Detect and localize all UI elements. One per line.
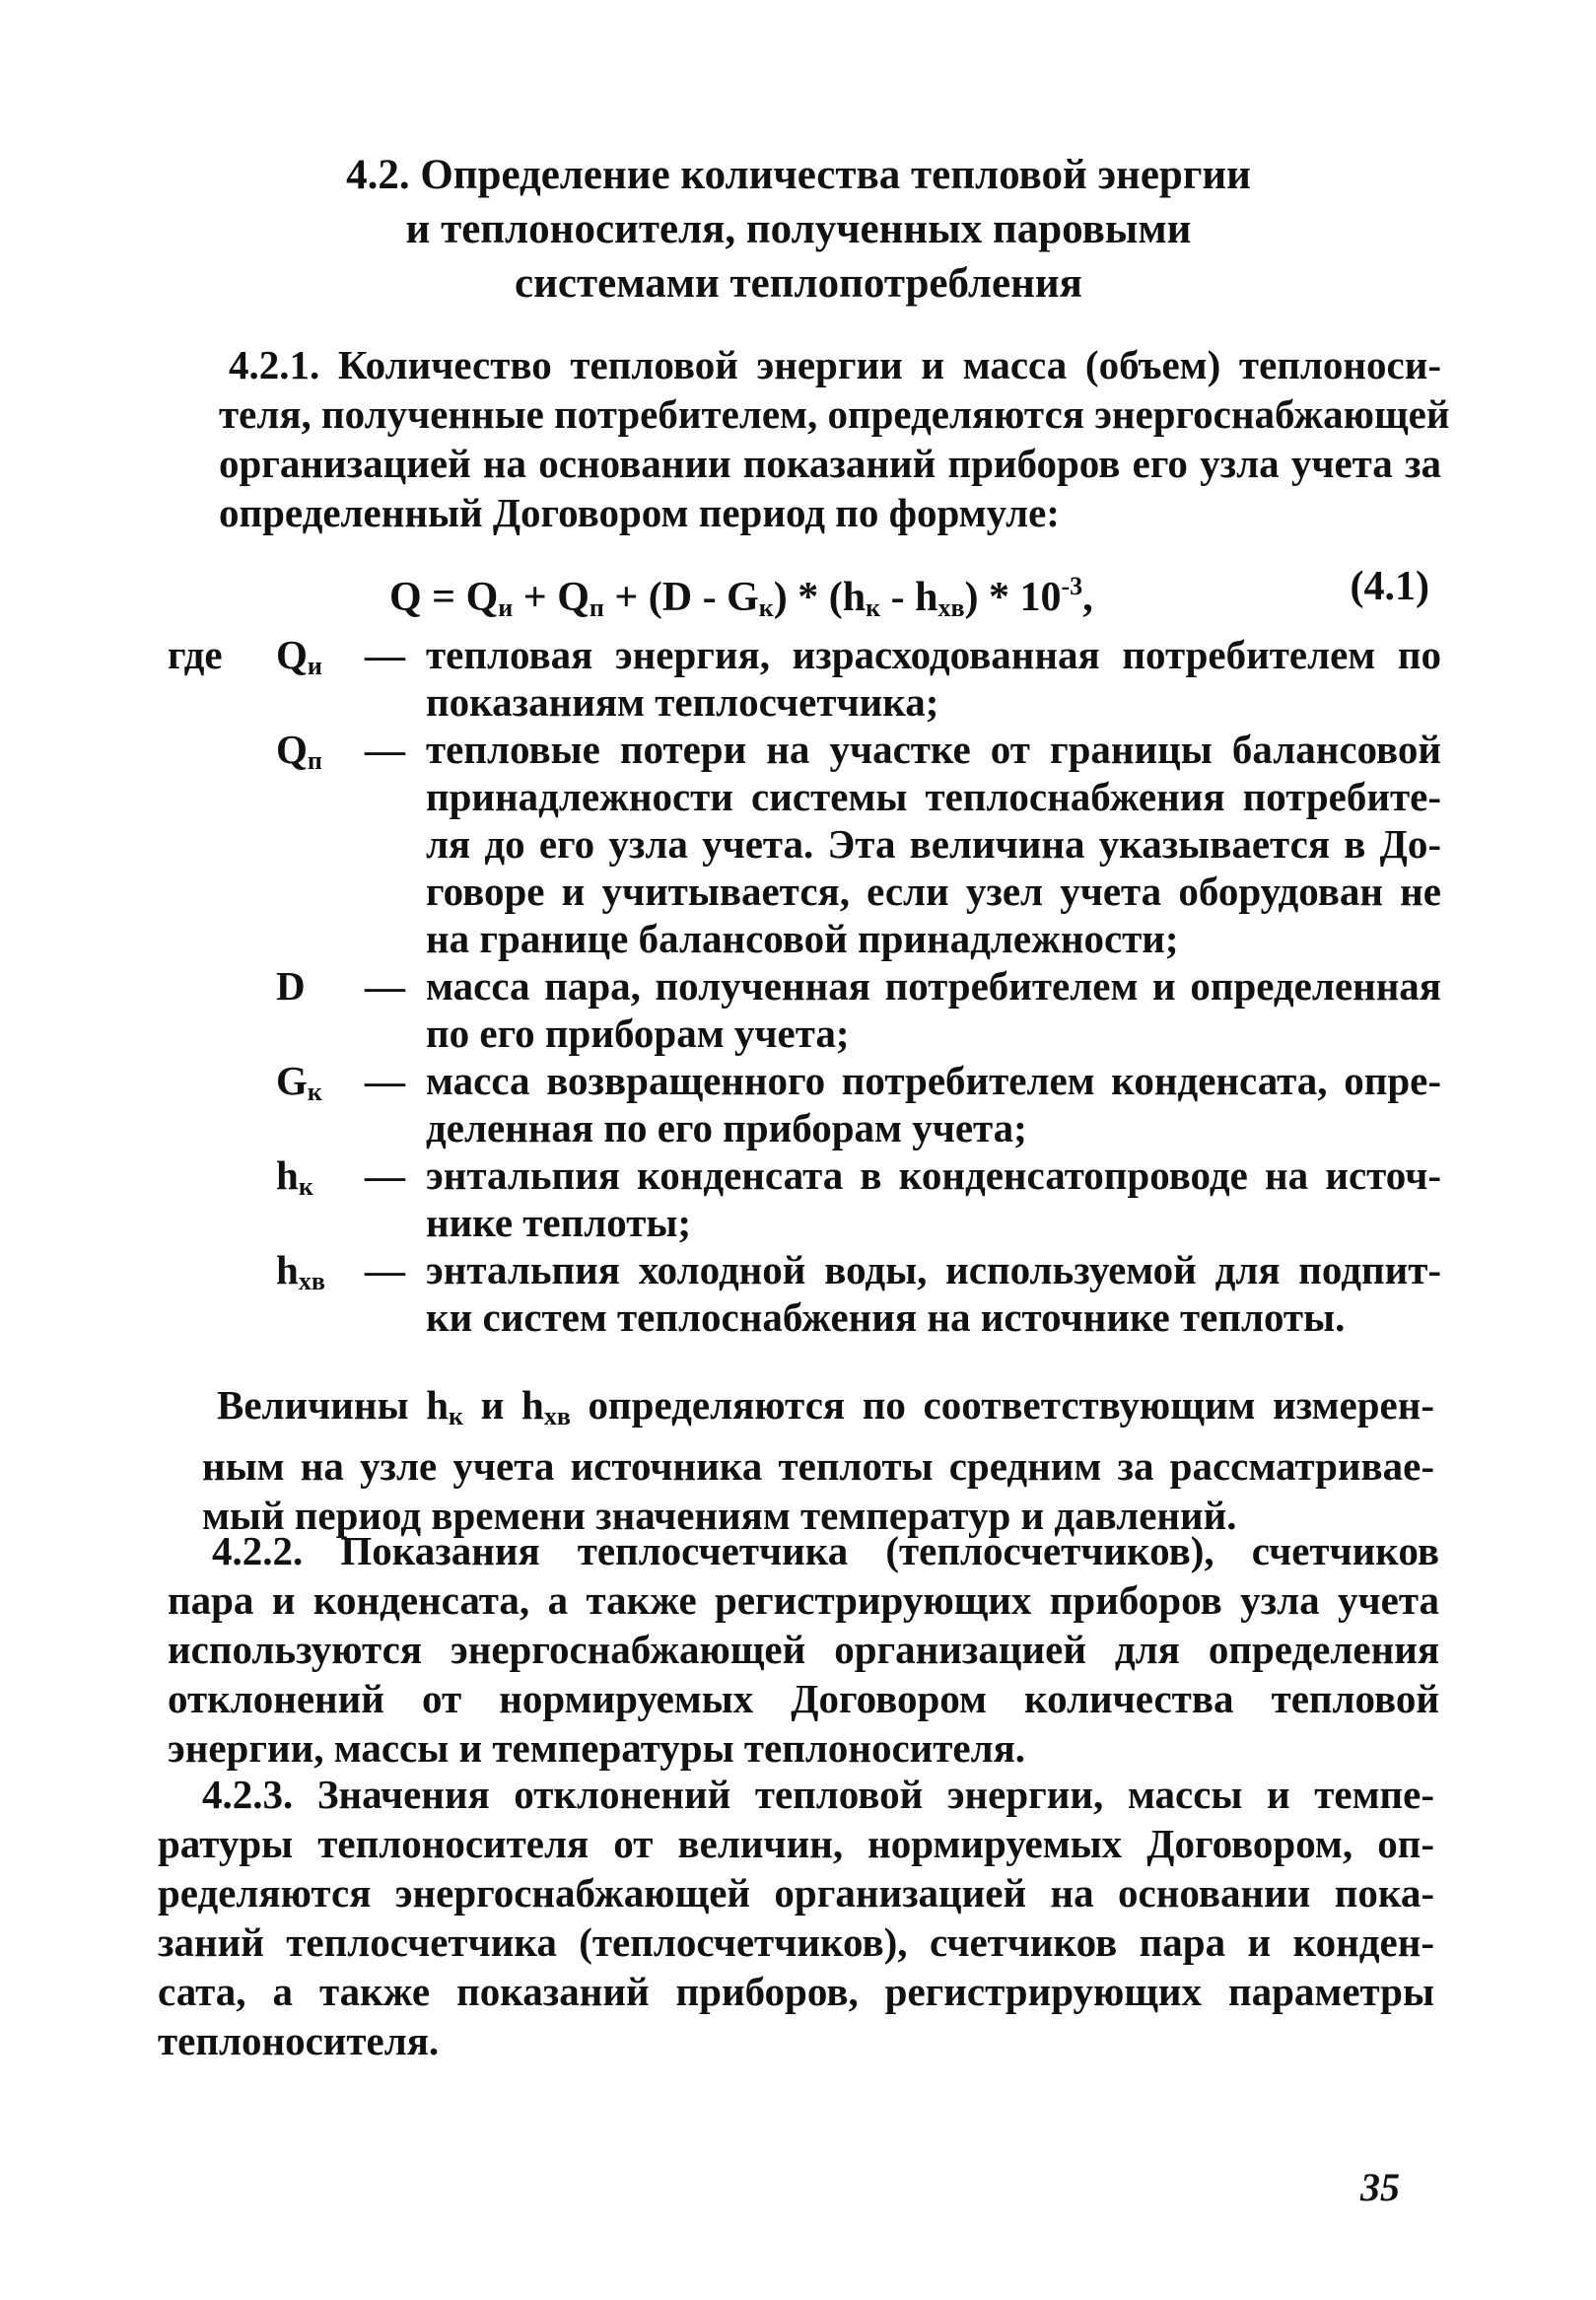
- definition-symbol: $h_к$: [276, 1152, 313, 1201]
- formula-4-1: [389, 557, 1439, 622]
- text-line: ным на узле учета источника теплоты средним за рассматривае-: [202, 1443, 1434, 1489]
- text-line: определенный Договором период по формуле:: [219, 490, 1060, 535]
- definition-symbol: $Q_и$: [276, 632, 322, 680]
- definition-d: [168, 962, 1449, 1057]
- paragraph-values: [202, 1380, 1434, 1540]
- text-line: Величины $h_к$ и $h_{хв}$ определяются по соответствующим измерен-: [217, 1382, 1435, 1430]
- text-line: мый период времени значениям температур и давлений.: [202, 1493, 1237, 1538]
- definition-hk: [168, 1151, 1449, 1246]
- definition-symbol: D: [276, 963, 306, 1009]
- section-heading: [306, 148, 1291, 311]
- text-line: организацией на основании показаний приборов его узла учета за: [219, 441, 1441, 486]
- definition-dash: —: [365, 1058, 405, 1103]
- text-line: ратуры теплоносителя от величин, нормируемых Договором, оп-: [158, 1821, 1434, 1866]
- definition-symbol: $G_к$: [276, 1058, 322, 1106]
- paragraph-4-2-2: [168, 1526, 1439, 1773]
- paragraph-4-2-3: [158, 1770, 1434, 2065]
- text-line: пара и конденсата, а также регистрирующих приборов узла учета: [168, 1577, 1439, 1623]
- definition-text: энтальпия конденсата в конденсатопроводе на источ- нике теплоты;: [426, 1152, 1441, 1245]
- definition-text: масса пара, полученная потребителем и определенная по его приборам учета;: [426, 963, 1441, 1056]
- heading-line-2: и теплоносителя, полученных паровыми: [405, 206, 1192, 252]
- definition-qp: [168, 726, 1449, 962]
- text-line: 4.2.3. Значения отклонений тепловой энергии, массы и темпе-: [202, 1772, 1434, 1817]
- text-line: 4.2.1. Количество тепловой энергии и масса (объем) теплоноси-: [229, 342, 1441, 387]
- text-line: сата, а также показаний приборов, регистрирующих параметры: [158, 1969, 1434, 2014]
- paragraph-4-2-1: [219, 340, 1450, 537]
- heading-line-1: 4.2. Определение количества тепловой энергии: [346, 152, 1251, 198]
- text-line: ределяются энергоснабжающей организацией на основании пока-: [158, 1870, 1434, 1916]
- definition-dash: —: [365, 1247, 405, 1292]
- text-line: используются энергоснабжающей организацией для определения: [168, 1627, 1439, 1672]
- text-line: теля, полученные потребителем, определяются энергоснабжающей: [219, 391, 1450, 437]
- heading-line-3: системами теплопотребления: [515, 260, 1082, 307]
- definition-text: тепловые потери на участке от границы балансовой принадлежности системы теплоснабжения потребите- ля до его узла учета. Эта величина указывается в До- говоре и учитывается, если узел учета оборудован не на границе балансовой принадлежности;: [426, 727, 1441, 961]
- formula-number: (4.1): [1350, 564, 1429, 609]
- definition-text: энтальпия холодной воды, используемой для подпит- ки систем теплоснабжения на источнике теплоты.: [426, 1247, 1441, 1340]
- definition-qi: [168, 631, 1449, 726]
- variable-definitions: [168, 631, 1449, 1341]
- where-label: где: [168, 632, 223, 677]
- definition-hxv: [168, 1246, 1449, 1341]
- definition-dash: —: [365, 1152, 405, 1198]
- definition-symbol: $Q_п$: [276, 727, 322, 775]
- text-line: 4.2.2. Показания теплосчетчика (теплосчетчиков), счетчиков: [212, 1528, 1439, 1573]
- definition-dash: —: [365, 963, 405, 1009]
- text-line: энергии, массы и температуры теплоносителя.: [168, 1725, 1026, 1771]
- text-line: теплоносителя.: [158, 2018, 440, 2063]
- page-number: 35: [1360, 2165, 1400, 2209]
- definition-text: масса возвращенного потребителем конденсата, опре- деленная по его приборам учета;: [426, 1058, 1441, 1150]
- text-line: заний теплосчетчика (теплосчетчиков), счетчиков пара и конден-: [158, 1919, 1434, 1965]
- text-line: отклонений от нормируемых Договором количества тепловой: [168, 1676, 1439, 1721]
- definition-gk: [168, 1057, 1449, 1151]
- definition-symbol: $h_{хв}$: [276, 1247, 325, 1295]
- definition-dash: —: [365, 632, 405, 677]
- definition-text: тепловая энергия, израсходованная потребителем по показаниям теплосчетчика;: [426, 632, 1441, 725]
- definition-dash: —: [365, 727, 405, 772]
- formula-expression: $Q = Q_и + Q_п + (D - G_к) * (h_к - h_{хв}) * 10^{-3}$,: [389, 572, 1093, 622]
